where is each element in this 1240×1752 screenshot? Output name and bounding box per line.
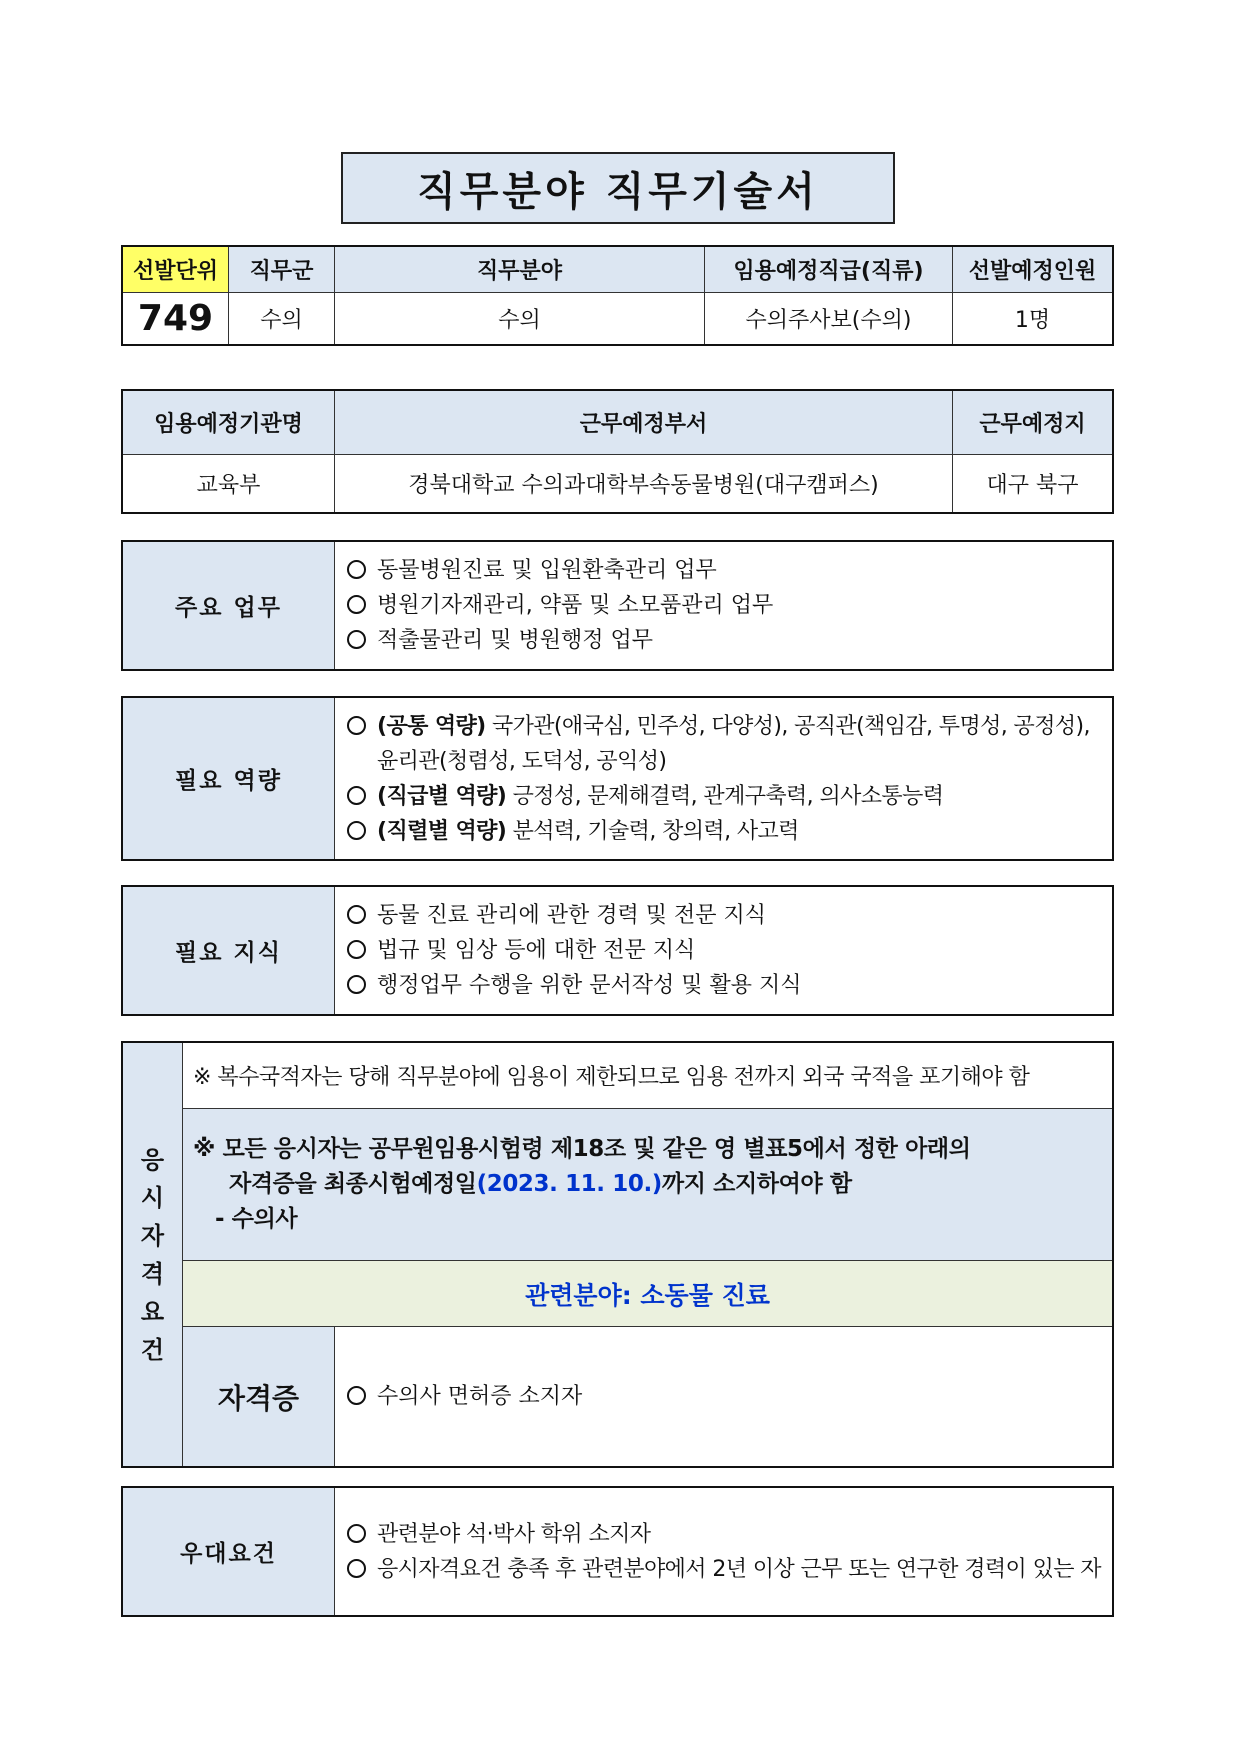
job-field-value: 수의: [335, 293, 705, 345]
list-item: 병원기자재관리, 약품 및 소모품관리 업무: [347, 588, 1112, 623]
header-selection-unit: 선발단위: [123, 247, 229, 293]
agency-table: [122, 390, 1113, 513]
circle-bullet-icon: [347, 898, 377, 933]
circle-bullet-icon: [347, 1552, 377, 1587]
circle-bullet-icon: [347, 968, 377, 1003]
circle-bullet-icon: [347, 933, 377, 968]
selection-unit-value: 749: [123, 293, 229, 345]
rank-value: 수의주사보(수의): [705, 293, 953, 345]
list-item: (직급별 역량) 긍정성, 문제해결력, 관계구축력, 의사소통능력: [347, 779, 1112, 814]
header-job-group: 직무군: [229, 247, 335, 293]
certificate-label: 자격증: [183, 1327, 335, 1467]
department-value: 경북대학교 수의과대학부속동물병원(대구캠퍼스): [335, 455, 953, 513]
list-item: 행정업무 수행을 위한 문서작성 및 활용 지식: [347, 968, 1112, 1003]
list-item: (공통 역량) 국가관(애국심, 민주성, 다양성), 공직관(책임감, 투명성, 공정성), 윤리관(청렴성, 도덕성, 공익성): [347, 709, 1112, 779]
related-field: 관련분야: 소동물 진료: [183, 1261, 1113, 1327]
circle-bullet-icon: [347, 814, 377, 849]
list-item: 응시자격요건 충족 후 관련분야에서 2년 이상 근무 또는 연구한 경력이 있는 자: [347, 1552, 1112, 1587]
list-item: (직렬별 역량) 분석력, 기술력, 창의력, 사고력: [347, 814, 1112, 849]
agency-value: 교육부: [123, 455, 335, 513]
headcount-value: 1명: [953, 293, 1113, 345]
qualification-table: [122, 1042, 1113, 1467]
exam-date: (2023. 11. 10.): [476, 1171, 662, 1197]
dual-citizenship-note: ※ 복수국적자는 당해 직무분야에 임용이 제한되므로 임용 전까지 외국 국적을 포기해야 함: [183, 1043, 1113, 1109]
preference-label: 우대요건: [123, 1488, 335, 1616]
knowledge-table: [122, 886, 1113, 1015]
circle-bullet-icon: [347, 1517, 377, 1552]
knowledge-list: [335, 887, 1113, 1015]
location-value: 대구 북구: [953, 455, 1113, 513]
job-group-value: 수의: [229, 293, 335, 345]
circle-bullet-icon: [347, 779, 377, 814]
preference-list: [335, 1488, 1113, 1616]
header-department: 근무예정부서: [335, 391, 953, 455]
header-agency: 임용예정기관명: [123, 391, 335, 455]
circle-bullet-icon: [347, 553, 377, 588]
header-job-field: 직무분야: [335, 247, 705, 293]
competency-list: [335, 698, 1113, 860]
list-item: 동물병원진료 및 입원환축관리 업무: [347, 553, 1112, 588]
knowledge-label: 필요 지식: [123, 887, 335, 1015]
main-duties-list: [335, 542, 1113, 670]
competency-table: [122, 697, 1113, 860]
circle-bullet-icon: [347, 588, 377, 623]
circle-bullet-icon: [347, 623, 377, 658]
list-item: 적출물관리 및 병원행정 업무: [347, 623, 1112, 658]
list-item: 동물 진료 관리에 관한 경력 및 전문 지식: [347, 898, 1112, 933]
list-item: 법규 및 임상 등에 대한 전문 지식: [347, 933, 1112, 968]
main-duties-table: [122, 541, 1113, 670]
certificate-list: [335, 1327, 1113, 1467]
certificate-requirement-note: ※ 모든 응시자는 공무원임용시험령 제18조 및 같은 영 별표5에서 정한 아래의 자격증을 최종시험예정일(2023. 11. 10.)까지 소지하여야 함 - 수의사: [183, 1109, 1113, 1261]
list-item: 수의사 면허증 소지자: [347, 1379, 1112, 1414]
list-item: 관련분야 석·박사 학위 소지자: [347, 1517, 1112, 1552]
qualification-label: 응 시 자 격 요 건: [123, 1043, 183, 1467]
header-rank: 임용예정직급(직류): [705, 247, 953, 293]
circle-bullet-icon: [347, 709, 377, 744]
header-headcount: 선발예정인원: [953, 247, 1113, 293]
main-duties-label: 주요 업무: [123, 542, 335, 670]
competency-label: 필요 역량: [123, 698, 335, 860]
header-location: 근무예정지: [953, 391, 1113, 455]
circle-bullet-icon: [347, 1379, 377, 1414]
page-title: 직무분야 직무기술서: [341, 152, 895, 224]
preference-table: [122, 1487, 1113, 1616]
selection-table: [122, 246, 1113, 345]
